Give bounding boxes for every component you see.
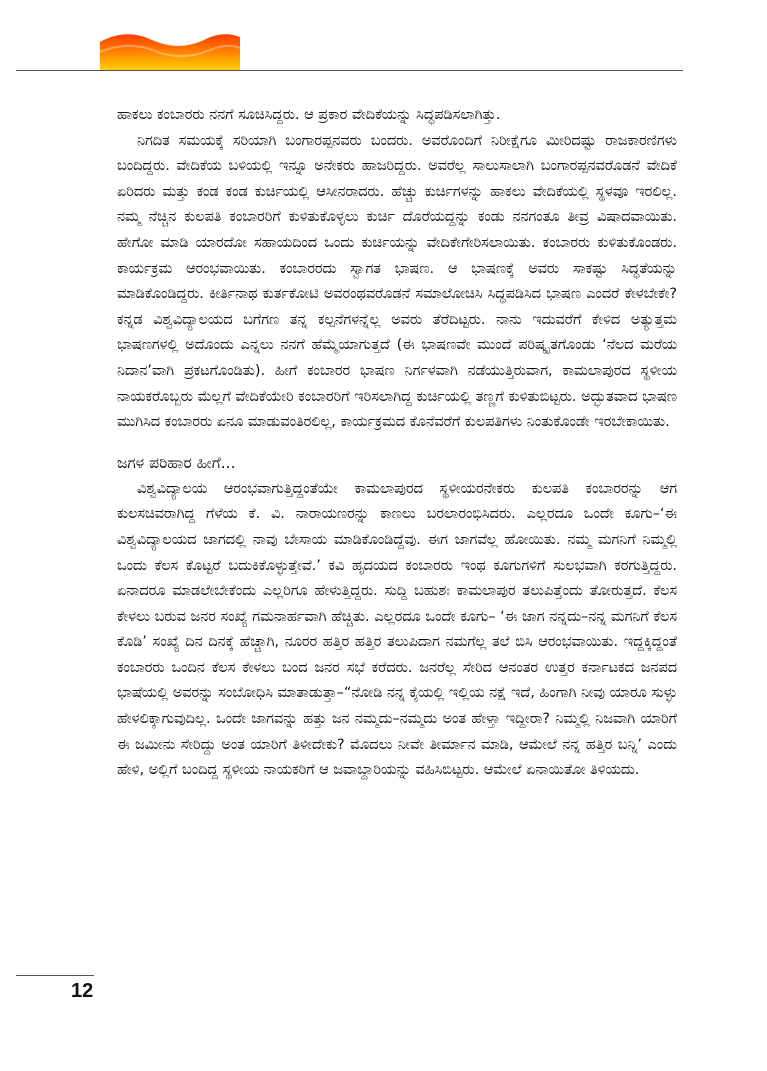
body-paragraph-1: ಹಾಕಲು ಕಂಬಾರರು ನನಗೆ ಸೂಚಿಸಿದ್ದರು. ಆ ಪ್ರಕಾರ ವೇದಿಕೆಯನ್ನು ಸಿದ್ಧಪಡಿಸಲಾಗಿತ್ತು. — [117, 107, 501, 123]
header-wave-graphic — [100, 28, 240, 70]
page-number: 12 — [71, 980, 94, 1002]
section-paragraph: ವಿಶ್ವವಿದ್ಯಾಲಯ ಆರಂಭವಾಗುತ್ತಿದ್ದಂತೆಯೇ ಕಾಮಲಾಪುರದ ಸ್ಥಳೀಯರನೇಕರು ಕುಲಪತಿ ಕಂಬಾರರನ್ನು ಆಗ ಕುಲಸಚಿವರಾಗಿದ್ದ ಗೆಳೆಯ ಕೆ. ವಿ. ನಾರಾಯಣರನ್ನು ಕಾಣಲು ಬರಲಾರಂಭಿಸಿದರು. ಎಲ್ಲರದೂ ಒಂದೇ ಕೂಗು–‘ಈ ವಿಶ್ವವಿದ್ಯಾಲಯದ ಜಾಗದಲ್ಲಿ ನಾವು ಬೇಸಾಯ ಮಾಡಿಕೊಂಡಿದ್ದೆವು. ಈಗ ಜಾಗವೆಲ್ಲ ಹೋಯಿತು. ನಮ್ಮ ಮಗನಿಗೆ ನಿಮ್ಮಲ್ಲಿ ಒಂದು ಕೆಲಸ ಕೊಟ್ಟರೆ ಬದುಕಿಕೊಳ್ಳುತ್ತೇವೆ.’ ಕವಿ ಹೃದಯದ ಕಂಬಾರರು ಇಂಥ ಕೂಗುಗಳಿಗೆ ಸುಲಭವಾಗಿ ಕರಗುತ್ತಿದ್ದರು. ಏನಾದರೂ ಮಾಡಲೇಬೇಕೆಂದು ಎಲ್ಲರಿಗೂ ಹೇಳುತ್ತಿದ್ದರು. ಸುದ್ದಿ ಬಹುಶಃ ಕಾಮಲಾಪುರ ತಲುಪಿತ್ತೆಂದು ತೋರುತ್ತದೆ. ಕೆಲಸ ಕೇಳಲು ಬರುವ ಜನರ ಸಂಖ್ಯೆ ಗಮನಾರ್ಹವಾಗಿ ಹೆಚ್ಚಿತು. ಎಲ್ಲರದೂ ಒಂದೇ ಕೂಗು– ‘ಈ ಜಾಗ ನನ್ನದು–ನನ್ನ ಮಗನಿಗೆ ಕೆಲಸ ಕೊಡಿ’ ಸಂಖ್ಯೆ ದಿನ ದಿನಕ್ಕೆ ಹೆಚ್ಚಾಗಿ, ನೂರರ ಹತ್ತಿರ ಹತ್ತಿರ ತಲುಪಿದಾಗ ನಮಗೆಲ್ಲ ತಲೆ ಬಿಸಿ ಆರಂಭವಾಯಿತು. ಇದ್ದಕ್ಕಿದ್ದಂತೆ ಕಂಬಾರರು ಒಂದಿನ ಕೆಲಸ ಕೇಳಲು ಬಂದ ಜನರ ಸಭೆ ಕರೆದರು. ಜನರೆಲ್ಲ ಸೇರಿದ ಆನಂತರ ಉತ್ತರ ಕರ್ನಾಟಕದ ಜನಪದ ಭಾಷೆಯಲ್ಲಿ ಅವರನ್ನು ಸಂಬೋಧಿಸಿ ಮಾತಾಡುತ್ತಾ–“ನೋಡಿ ನನ್ನ ಕೈಯಲ್ಲಿ ಇಲ್ಲಿಯ ನಕ್ಷೆ ಇದೆ, ಹಿಂಗಾಗಿ ನೀವು ಯಾರೂ ಸುಳ್ಳು ಹೇಳಲಿಕ್ಕಾಗುವುದಿಲ್ಲ. ಒಂದೇ ಜಾಗವನ್ನು ಹತ್ತು ಜನ ನಮ್ಮದು–ನಮ್ಮದು ಅಂತ ಹೇಳ್ತಾ ಇದ್ದೀರಾ? ನಿಮ್ಮಲ್ಲಿ ನಿಜವಾಗಿ ಯಾರಿಗೆ ಈ ಜಮೀನು ಸೇರಿದ್ದು ಅಂತ ಯಾರಿಗೆ ತಿಳೀದೇಕು? ಮೊದಲು ನೀವೇ ತೀರ್ಮಾನ ಮಾಡಿ, ಆಮೇಲೆ ನನ್ನ ಹತ್ತಿರ ಬನ್ನಿ’ ಎಂದು ಹೇಳಿ, ಅಲ್ಲಿಗೆ ಬಂದಿದ್ದ ಸ್ಥಳೀಯ ನಾಯಕರಿಗೆ ಆ ಜವಾಬ್ದಾರಿಯನ್ನು ವಹಿಸಿಬಿಟ್ಟರು. ಆಮೇಲೆ ಏನಾಯಿತೋ ತಿಳಿಯದು. — [117, 480, 677, 779]
body-paragraph-2: ನಿಗದಿತ ಸಮಯಕ್ಕೆ ಸರಿಯಾಗಿ ಬಂಗಾರಪ್ಪನವರು ಬಂದರು. ಅವರೊಂದಿಗೆ ನಿರೀಕ್ಷೆಗೂ ಮೀರಿದಷ್ಟು ರಾಜಕಾರಣಿಗಳು ಬಂದಿದ್ದರು. ವೇದಿಕೆಯ ಬಳಿಯಲ್ಲಿ ಇನ್ನೂ ಅನೇಕರು ಹಾಜರಿದ್ದರು. ಅವರೆಲ್ಲ ಸಾಲುಸಾಲಾಗಿ ಬಂಗಾರಪ್ಪನವರೊಡನೆ ವೇದಿಕೆ ಏರಿದರು ಮತ್ತು ಕಂಡ ಕಂಡ ಕುರ್ಚಿಯಲ್ಲಿ ಆಸೀನರಾದರು. ಹೆಚ್ಚು ಕುರ್ಚಿಗಳನ್ನು ಹಾಕಲು ವೇದಿಕೆಯಲ್ಲಿ ಸ್ಥಳವೂ ಇರಲಿಲ್ಲ. ನಮ್ಮ ನೆಚ್ಚಿನ ಕುಲಪತಿ ಕಂಬಾರರಿಗೆ ಕುಳಿತುಕೊಳ್ಳಲು ಕುರ್ಚಿ ದೊರೆಯದ್ದನ್ನು ಕಂಡು ನನಗಂತೂ ತೀವ್ರ ವಿಷಾದವಾಯಿತು. ಹೇಗೋ ಮಾಡಿ ಯಾರದೋ ಸಹಾಯದಿಂದ ಒಂದು ಕುರ್ಚಿಯನ್ನು ವೇದಿಕೇಗೇರಿಸಲಾಯಿತು. ಕಂಬಾರರು ಕುಳಿತುಕೊಂಡರು. ಕಾರ್ಯಕ್ರಮ ಆರಂಭವಾಯಿತು. ಕಂಬಾರರದು ಸ್ವಾಗತ ಭಾಷಣ. ಆ ಭಾಷಣಕ್ಕೆ ಅವರು ಸಾಕಷ್ಟು ಸಿದ್ಧತೆಯನ್ನು ಮಾಡಿಕೊಂಡಿದ್ದರು. ಕೀರ್ತಿನಾಥ ಕುರ್ತಕೋಟಿ ಅವರಂಥವರೊಡನೆ ಸಮಾಲೋಚಿಸಿ ಸಿದ್ಧಪಡಿಸಿದ ಭಾಷಣ ಎಂದರೆ ಕೇಳಬೇಕೇ? ಕನ್ನಡ ವಿಶ್ವವಿದ್ಯಾಲಯದ ಬಗೆಗಣ ತನ್ನ ಕಲ್ಪನೆಗಳನ್ನೆಲ್ಲ ಅವರು ತೆರೆದಿಟ್ಟರು. ನಾನು ಇದುವರೆಗೆ ಕೇಳಿದ ಅತ್ಯುತ್ತಮ ಭಾಷಣಗಳಲ್ಲಿ ಅದೊಂದು ಎನ್ನಲು ನನಗೆ ಹೆಮ್ಮೆಯಾಗುತ್ತದೆ (ಈ ಭಾಷಣವೇ ಮುಂದೆ ಪರಿಷ್ಕೃತಗೊಂಡು ‘ನೆಲದ ಮರೆಯ ನಿದಾನ’ವಾಗಿ ಪ್ರಕಟಗೊಂಡಿತು). ಹೀಗೆ ಕಂಬಾರರ ಭಾಷಣ ನಿರ್ಗಳವಾಗಿ ನಡೆಯುತ್ತಿರುವಾಗ, ಕಾಮಲಾಪುರದ ಸ್ಥಳೀಯ ನಾಯಕರೊಬ್ಬರು ಮೆಲ್ಲಗೆ ವೇದಿಕೆಯೇರಿ ಕಂಬಾರರಿಗೆ ಇರಿಸಲಾಗಿದ್ದ ಕುರ್ಚಿಯಲ್ಲಿ ತಣ್ಣಗೆ ಕುಳಿತುಬಿಟ್ಟರು. ಅದ್ಭುತವಾದ ಭಾಷಣ ಮುಗಿಸಿದ ಕಂಬಾರರು ಏನೂ ಮಾಡುವಂತಿರಲಿಲ್ಲ, ಕಾರ್ಯಕ್ರಮದ ಕೊನೆವರೆಗೆ ಕುಲಪತಿಗಳು ನಿಂತುಕೊಂಡೇ ಇರಬೇಕಾಯಿತು. — [117, 132, 677, 431]
header-divider — [16, 70, 683, 71]
footer-divider — [16, 975, 94, 976]
section-heading: ಜಗಳ ಪರಿಹಾರ ಹೀಗೆ... — [117, 453, 236, 472]
article-body — [117, 103, 677, 784]
